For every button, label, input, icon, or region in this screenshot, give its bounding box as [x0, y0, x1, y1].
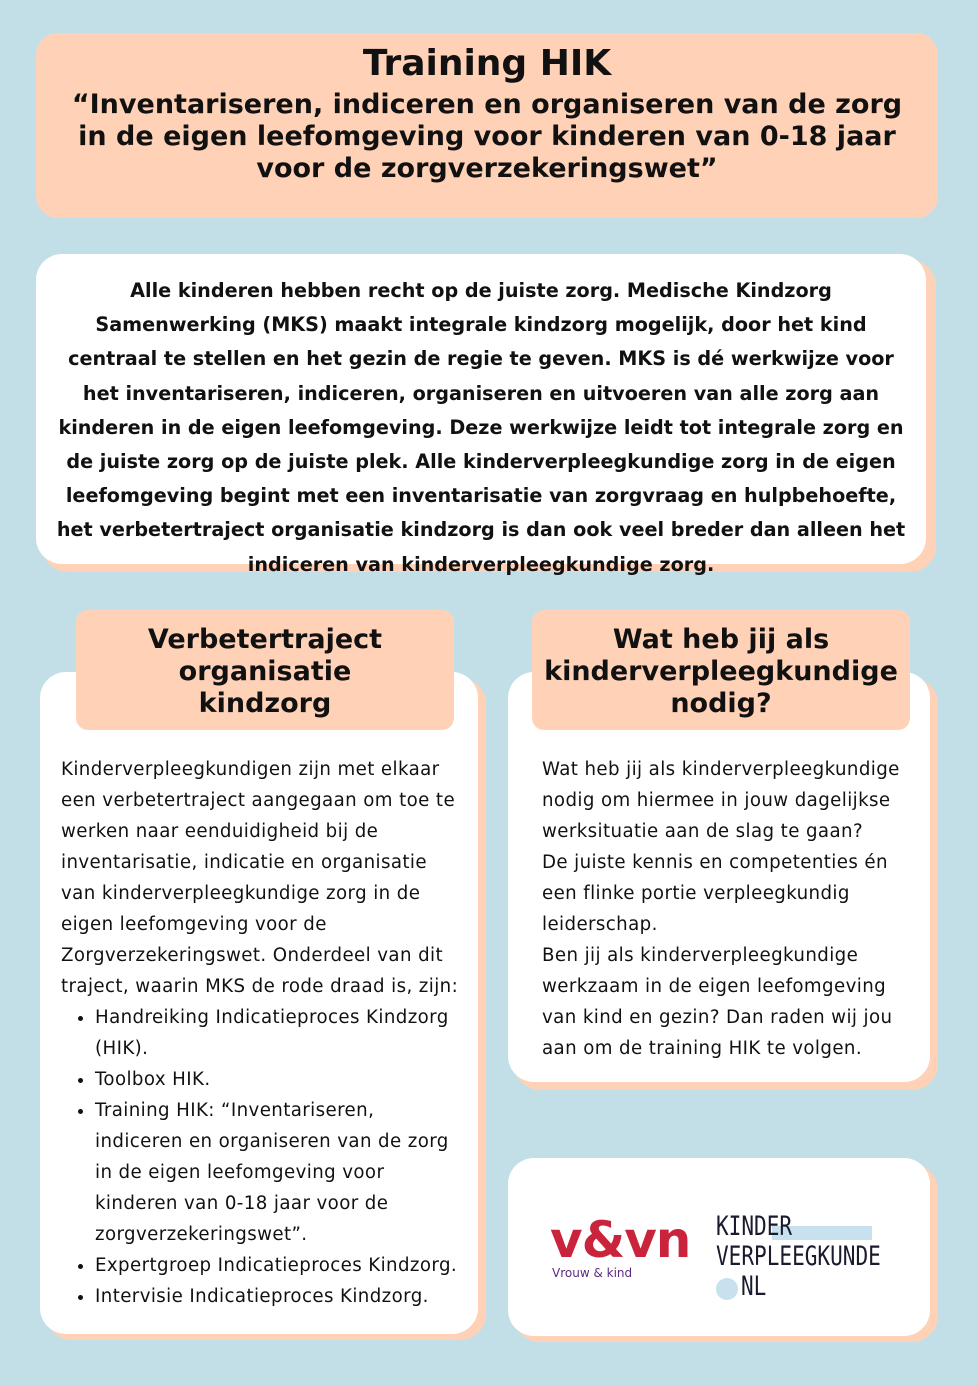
left-card-heading	[76, 610, 454, 730]
logo-text-line2: VERPLEEGKUNDE	[716, 1241, 881, 1272]
vvn-logo-mark: v&vn	[550, 1211, 691, 1269]
right-paragraph: Ben jij als kinderverpleegkundige werkzaam in de eigen leefomgeving van kind en gezin? Dan raden wij jou aan om de training HIK te volgen.	[542, 945, 893, 1059]
right-card-body	[542, 754, 914, 1064]
vvn-logo-subtitle: Vrouw & kind	[552, 1266, 633, 1280]
list-item: • Expertgroep Indicatieproces Kindzorg.	[95, 1250, 466, 1281]
right-heading-line: nodig?	[670, 688, 772, 719]
left-heading-line: kindzorg	[198, 688, 332, 719]
right-paragraph: De juiste kennis en competenties én een flinke portie verpleegkundig leiderschap.	[542, 852, 888, 935]
left-list	[61, 1002, 466, 1312]
logo-text	[716, 1212, 881, 1302]
list-item: • Training HIK: “Inventariseren, indiceren en organiseren van de zorg in de eigen leefomgeving voor kinderen van 0-18 jaar voor de zorgverzekeringswet”.	[95, 1095, 466, 1250]
header-card	[36, 33, 938, 218]
vvn-logo	[550, 1210, 700, 1290]
page-title: Training HIK	[362, 43, 612, 84]
logo-text-line3: NL	[740, 1271, 767, 1302]
right-card-heading	[532, 610, 910, 730]
page-subtitle: “Inventariseren, indiceren en organiseren van de zorg in de eigen leefomgeving voor kinderen van 0-18 jaar voor de zorgverzekeringswet”	[71, 89, 903, 184]
right-card	[508, 672, 930, 1082]
list-item: • Handreiking Indicatieproces Kindzorg (HIK).	[95, 1002, 466, 1064]
intro-card	[36, 254, 926, 576]
left-card-body	[61, 754, 466, 1312]
list-item: • Toolbox HIK.	[95, 1064, 466, 1095]
left-heading-line: Verbetertraject	[147, 624, 383, 655]
right-paragraph: Wat heb jij als kinderverpleegkundige nodig om hiermee in jouw dagelijkse werksituatie aan de slag te gaan?	[542, 759, 900, 842]
right-heading-line: kinderverpleegkundige	[544, 656, 898, 687]
logo-text-line1: KINDER	[716, 1211, 793, 1242]
kinderverpleegkunde-logo	[716, 1212, 912, 1304]
logos-card	[508, 1158, 930, 1336]
list-item: • Intervisie Indicatieproces Kindzorg.	[95, 1281, 466, 1312]
right-heading-line: Wat heb jij als	[612, 624, 830, 655]
left-paragraph: Kinderverpleegkundigen zijn met elkaar een verbetertraject aangegaan om toe te werken naar eenduidigheid bij de inventarisatie, indicatie en organisatie van kinderverpleegkundige zorg in de eigen leefomgeving voor de Zorgverzekeringswet. Onderdeel van dit traject, waarin MKS de rode draad is, zijn:	[61, 759, 459, 997]
left-card	[40, 672, 478, 1334]
intro-text: Alle kinderen hebben recht op de juiste zorg. Medische Kindzorg Samenwerking (MKS) maakt integrale kindzorg mogelijk, door het kind centraal te stellen en het gezin de regie te geven. MKS is dé werkwijze voor het inventariseren, indiceren, organiseren en uitvoeren van alle zorg aan kinderen in de eigen leefomgeving. Deze werkwijze leidt tot integrale zorg en de juiste zorg op de juiste plek. Alle kinderverpleegkundige zorg in de eigen leefomgeving begint met een inventarisatie van zorgvraag en hulpbehoefte, het verbetertraject organisatie kindzorg is dan ook veel breder dan alleen het indiceren van kinderverpleegkundige zorg.	[56, 279, 906, 576]
left-heading-line: organisatie	[178, 656, 352, 687]
